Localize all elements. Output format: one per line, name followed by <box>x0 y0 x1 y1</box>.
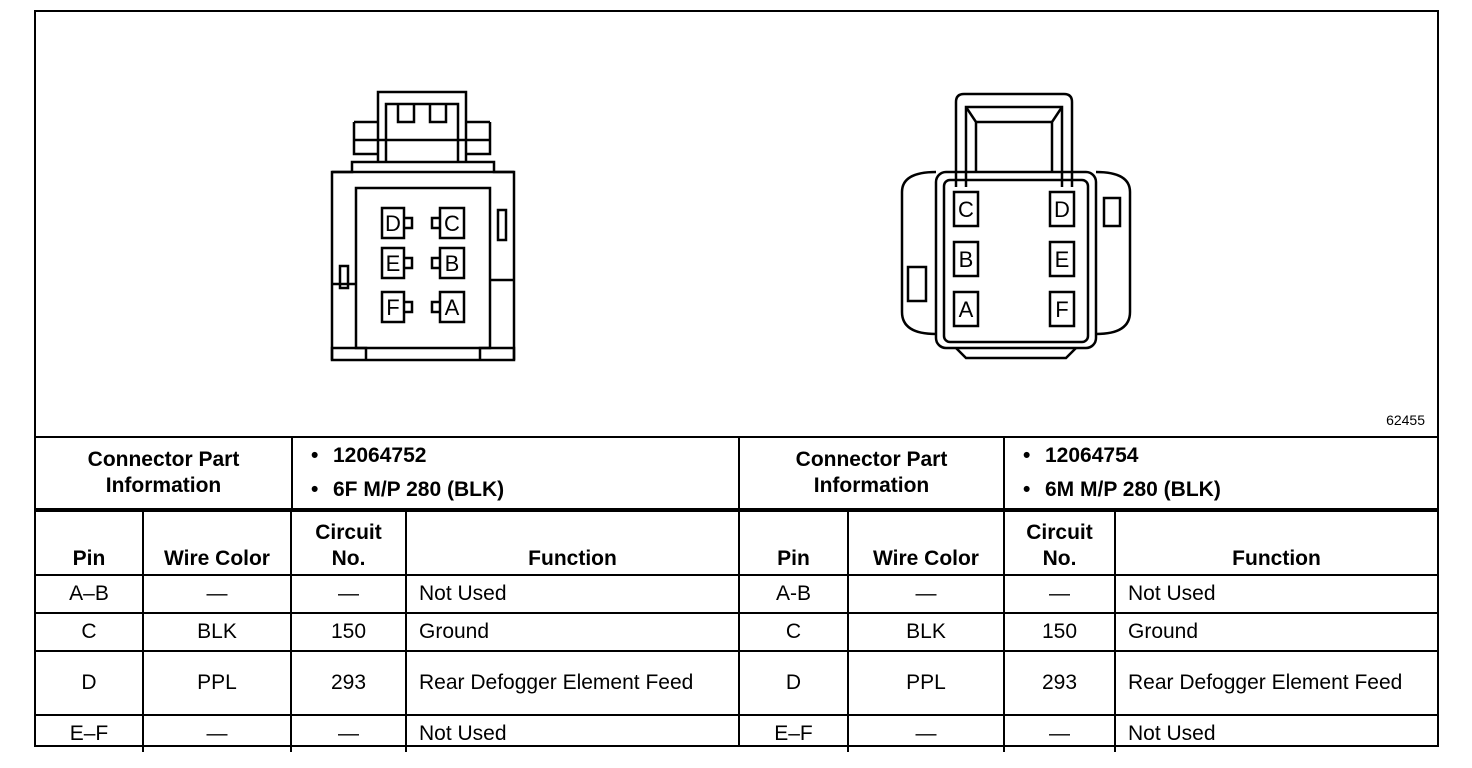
function-cell: Not Used <box>1115 715 1437 752</box>
wire-color-cell: — <box>143 715 291 752</box>
connector-part-info-label: Connector Part Information <box>36 438 292 509</box>
wire-color-cell: BLK <box>143 613 291 651</box>
function-cell: Ground <box>1115 613 1437 651</box>
pin-label: F <box>1055 297 1069 322</box>
pin-label: E <box>1054 247 1070 272</box>
header-pin: Pin <box>36 511 143 575</box>
part-number: • 12064752 <box>333 439 732 473</box>
circuit-cell: — <box>291 575 406 613</box>
wire-color-cell: PPL <box>848 651 1004 715</box>
pin-cell: D <box>740 651 848 715</box>
wire-color-cell: BLK <box>848 613 1004 651</box>
connector-diagram-area <box>36 12 1437 436</box>
pin-cell: C <box>36 613 143 651</box>
header-pin: Pin <box>740 511 848 575</box>
function-cell: Ground <box>406 613 738 651</box>
connector-6f-face-view <box>332 92 514 360</box>
left-part-info-table <box>36 438 738 510</box>
header-function: Function <box>406 511 738 575</box>
function-cell: Not Used <box>406 715 738 752</box>
figure-id: 62455 <box>1386 412 1425 428</box>
table-row <box>740 651 1437 715</box>
connector-part-info-label: Connector Part Information <box>740 438 1004 509</box>
diagram-frame <box>34 10 1439 747</box>
wire-color-cell: — <box>848 715 1004 752</box>
left-connector-info <box>36 438 738 747</box>
part-description: • 6M M/P 280 (BLK) <box>1045 473 1431 507</box>
wire-color-cell: — <box>143 575 291 613</box>
header-function: Function <box>1115 511 1437 575</box>
pin-cell: A–B <box>36 575 143 613</box>
header-wire-color: Wire Color <box>848 511 1004 575</box>
header-wire-color: Wire Color <box>143 511 291 575</box>
right-pin-table <box>740 510 1437 752</box>
header-circuit-no: Circuit No. <box>1004 511 1115 575</box>
function-cell: Not Used <box>406 575 738 613</box>
function-cell: Rear Defogger Element Feed <box>1115 651 1437 715</box>
header-circuit-no: Circuit No. <box>291 511 406 575</box>
connector-6f-cavities <box>382 208 464 322</box>
table-row <box>36 651 738 715</box>
part-info-list <box>1004 438 1437 509</box>
connector-6m-cavities <box>954 192 1074 326</box>
pin-label: A <box>958 297 974 322</box>
pin-label: E <box>385 251 401 276</box>
right-connector-info <box>738 438 1437 747</box>
part-number: • 12064754 <box>1045 439 1431 473</box>
circuit-cell: — <box>291 715 406 752</box>
pin-label: B <box>958 247 974 272</box>
pin-cell: E–F <box>36 715 143 752</box>
circuit-cell: 150 <box>291 613 406 651</box>
function-cell: Rear Defogger Element Feed <box>406 651 738 715</box>
pin-label: B <box>444 251 460 276</box>
pin-label: D <box>385 211 401 236</box>
pin-label: F <box>386 295 400 320</box>
part-description: • 6F M/P 280 (BLK) <box>333 473 732 507</box>
pin-label: C <box>444 211 460 236</box>
pin-label: D <box>1054 197 1070 222</box>
connector-face-views <box>36 12 1437 436</box>
table-row <box>36 715 738 752</box>
wire-color-cell: PPL <box>143 651 291 715</box>
table-row <box>740 715 1437 752</box>
connector-6m-face-view <box>902 94 1130 358</box>
circuit-cell: — <box>1004 575 1115 613</box>
table-row <box>36 613 738 651</box>
pin-cell: A-B <box>740 575 848 613</box>
pin-cell: D <box>36 651 143 715</box>
pin-label: A <box>444 295 460 320</box>
function-cell: Not Used <box>1115 575 1437 613</box>
circuit-cell: 293 <box>1004 651 1115 715</box>
part-info-list <box>292 438 738 509</box>
pin-cell: E–F <box>740 715 848 752</box>
pin-cell: C <box>740 613 848 651</box>
connector-tables <box>36 436 1437 747</box>
table-row <box>36 575 738 613</box>
wire-color-cell: — <box>848 575 1004 613</box>
circuit-cell: — <box>1004 715 1115 752</box>
table-row <box>740 613 1437 651</box>
circuit-cell: 150 <box>1004 613 1115 651</box>
right-part-info-table <box>740 438 1437 510</box>
table-row <box>740 575 1437 613</box>
pin-label: C <box>958 197 974 222</box>
circuit-cell: 293 <box>291 651 406 715</box>
left-pin-table <box>36 510 738 752</box>
